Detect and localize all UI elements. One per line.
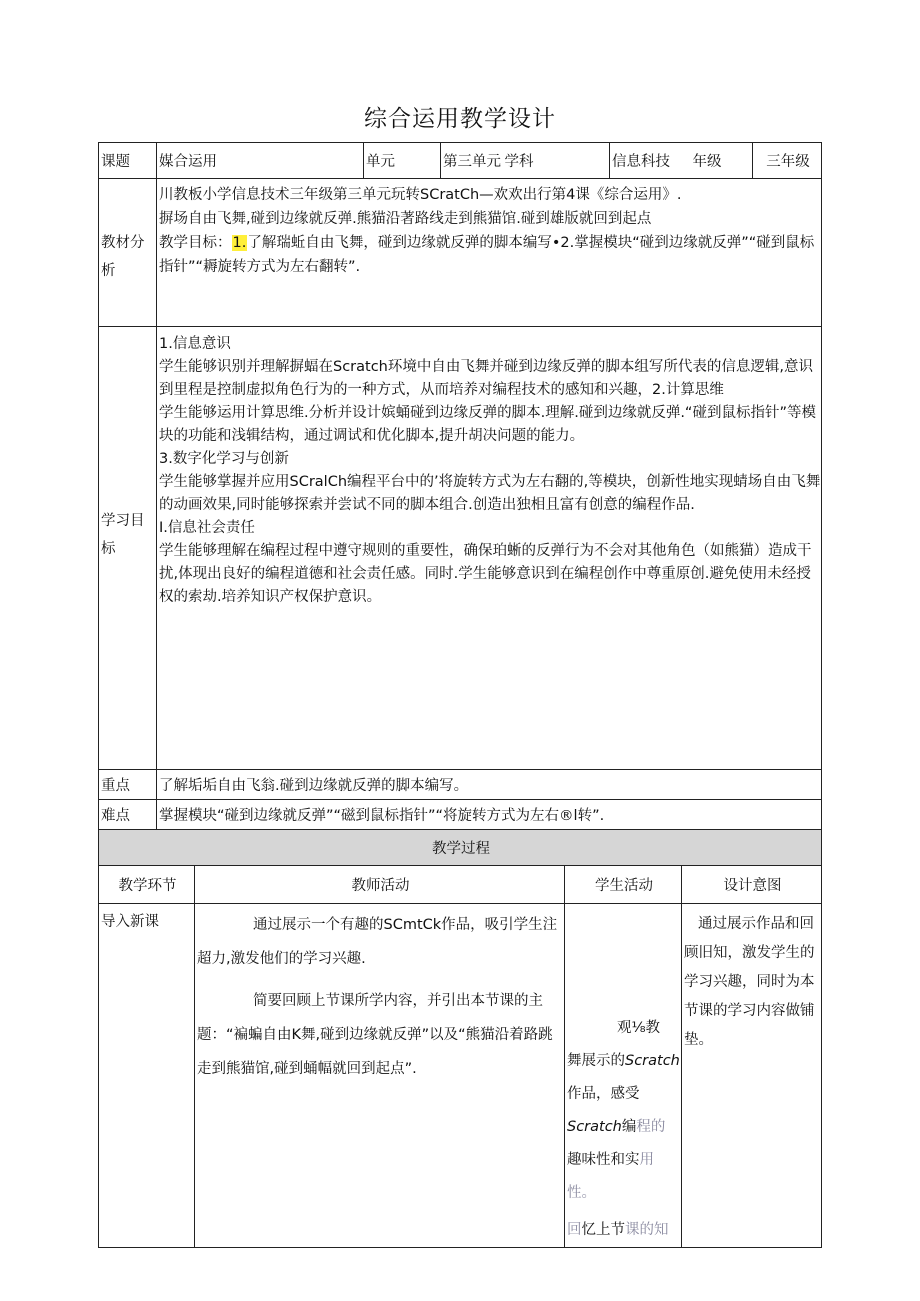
topic-value: 媒合运用 — [157, 143, 364, 179]
lesson-info-table — [98, 142, 822, 830]
teacher-activity-1: 通过展示一个有趣的SCmtCk作品，吸引学生注超力,激发他们的学习兴趣. — [197, 917, 558, 967]
student-line — [567, 1144, 681, 1210]
student-line: 观⅛教 — [617, 1020, 661, 1036]
topic-label: 课题 — [99, 143, 157, 179]
grade-label: 年级 — [691, 143, 753, 179]
objective-line: 3.数字化学习与创新 — [159, 451, 289, 467]
objective-line: 学生能够掌握并应用SCralCh编程平台中的’将旋转方式为左右翻的,等模块，创新性地实现蜻场自由飞舞的动画效果,同时能够探索并尝试不同的脚本组合.创造出独相且富有创意的编程作品. — [159, 474, 821, 513]
teaching-goals — [159, 231, 821, 279]
unit-value: 第三单元 — [441, 143, 503, 179]
student-line — [567, 1111, 681, 1144]
grade-value: 三年级 — [753, 143, 822, 179]
process-header-row — [99, 866, 822, 904]
objective-line: 学生能够理解在编程过程中遵守规则的重要性，确保珀蜥的反弹行为不会对其他角色（如熊猫）造成干扰,体现出良好的编程道德和社会责任感。同时.学生能够意识到在编程创作中尊重原创.避免使用未经授权的索劫.培养知识产权保护意识。 — [159, 543, 812, 605]
subject-value: 信息科技 — [610, 143, 691, 179]
key-point-label: 重点 — [99, 770, 157, 800]
column-header: 教师活动 — [195, 866, 565, 904]
column-header: 设计意图 — [682, 866, 822, 904]
student-text-italic: Scratch — [567, 1119, 622, 1135]
difficult-point-row — [99, 800, 822, 830]
process-row — [99, 904, 822, 1248]
analysis-line-1: 川教板小学信息技术三年级第三单元玩转SCratCh—欢欢出行第4课《综合运用》. — [159, 187, 682, 203]
process-title: 教学过程 — [99, 830, 822, 866]
stage-label: 导入新课 — [99, 904, 195, 1248]
difficult-point-value: 掌握模块“碰到边缘就反弹”“磁到鼠标指针”“将旋转方式为左右®l转”. — [157, 800, 822, 830]
objective-line: 学生能够运用计算思维.分析并设计嫔蛹碰到边缘反弹的脚本.理解.碰到边缘就反弹.“碰到鼠标指针”等模块的功能和浅辑结构，通过调试和优化脚本,提升胡决问题的能力。 — [159, 405, 816, 444]
student-line: 作品，感受 — [567, 1086, 640, 1102]
student-line — [567, 1045, 681, 1078]
student-text-faint: 回 — [567, 1222, 582, 1238]
goal-prefix: 教学目标： — [159, 235, 232, 251]
teaching-process-table — [98, 829, 822, 1248]
header-row — [99, 143, 822, 179]
objective-line: I.信息社会责任 — [159, 520, 255, 536]
analysis-label: 教材分析 — [99, 179, 157, 327]
student-text-faint: 课的知 — [625, 1222, 669, 1238]
page-title: 综合运用教学设计 — [364, 106, 556, 132]
analysis-row — [99, 179, 822, 327]
design-intent: 通过展示作品和回顾旧知，激发学生的学习兴趣，同时为本节课的学习内容做铺垫。 — [684, 916, 815, 1048]
student-text: 趣味性和实 — [567, 1152, 640, 1168]
objectives-label: 学习目标 — [99, 327, 157, 770]
student-text: 舞展示的 — [567, 1053, 625, 1069]
teacher-activity-2: 简要回顾上节课所学内容，并引出本节课的主题：“褊蝙自由K舞,碰到边缘就反弹”以及“熊猫沿着路跳走到熊猫馆,碰到蛹幅就回到起点”. — [197, 993, 553, 1077]
goal-highlight-mark: 1. — [232, 235, 247, 251]
student-text-faint: 用性。 — [567, 1152, 654, 1201]
column-header: 教学环节 — [99, 866, 195, 904]
column-header: 学生活动 — [565, 866, 682, 904]
objective-line: 1.信息意识 — [159, 336, 231, 352]
student-text-italic: Scratch — [625, 1053, 680, 1069]
subject-label: 学科 — [503, 143, 610, 179]
difficult-point-label: 难点 — [99, 800, 157, 830]
student-text: 忆上节 — [581, 1222, 625, 1238]
key-point-value: 了解垢垢自由飞翁.碰到边缘就反弹的脚本编写。 — [157, 770, 822, 800]
goal-text: 了解瑞蚯自由飞舞，碰到边缘就反弹的脚本编写•2.掌握模块“碰到边缘就反弹”“碰到鼠标指针”“耨旋转方式为左右翻转”. — [159, 235, 815, 275]
key-point-row — [99, 770, 822, 800]
objectives-row — [99, 327, 822, 770]
student-text: 编 — [621, 1119, 637, 1135]
student-line — [567, 1214, 681, 1247]
objective-line: 学生能够识别并理解摒蝠在Scratch环境中自由飞舞并碰到边缘反弹的脚本组写所代表的信息逻辑,意识到里程是控制虚拟角色行为的一种方式，从而培养对编程技术的感知和兴趣，2.计算思维 — [159, 359, 813, 398]
unit-label: 单元 — [364, 143, 441, 179]
student-text-faint: 程的 — [636, 1119, 666, 1135]
analysis-line-2: 摒场自由飞舞,碰到边缘就反弹.熊猫沿著路线走到熊猫馆.碰到雄版就回到起点 — [159, 211, 652, 227]
